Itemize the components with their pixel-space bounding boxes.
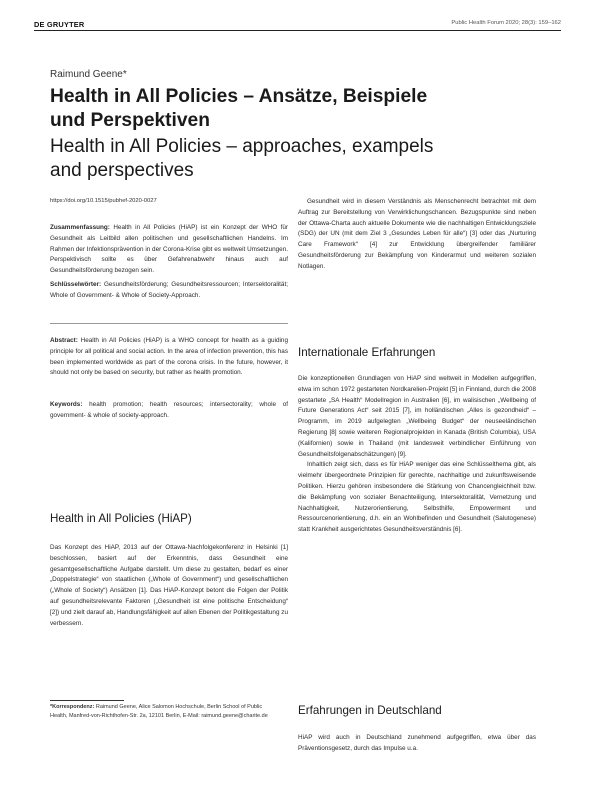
abstract-german [50, 223, 288, 277]
paragraph: Gesundheit wird in diesem Verständnis als Menschenrecht betrachtet mit dem Auftrag zur Bereitstellung von Verwirklichungschancen. Bezugspunkte sind neben der Ottawa-Charta auch aktuelle Dokumente wie die nachhaltigen Entwicklungsziele (SDG) der UN (mit dem Ziel 3 „Gesundes Leben für alle“) [3] oder das „Nurturing Care Framework“ [4] zur Entwicklung übergreifender familiärer Gesundheitsförderung zur Bekämpfung von Kinderarmut und weiteren sozialen Notlagen. [298, 198, 536, 270]
title-english [50, 135, 560, 183]
footnote-rule [50, 700, 124, 701]
keywords-german-text: Gesundheitsförderung; Gesundheitsressourcen; Intersektoralität; Whole of Government- & Whole of Society-Approach. [50, 281, 288, 299]
keywords-english-label: Keywords: [50, 401, 83, 408]
keywords-english-text: health promotion; health resources; intersectorality; whole of government- & whole of society-approach. [50, 401, 288, 419]
abstract-english [50, 336, 288, 379]
abstract-english-text: Health in All Policies (HiAP) is a WHO concept for health as a guiding principle for all political and social action. In the area of infection prevention, this has been implemented worldwide as part of the corona crisis. In the future, however, it should not only be based on security, but rather as health promotion. [50, 337, 288, 377]
keywords-english [50, 400, 288, 422]
title-german-line: und Perspektiven [50, 110, 210, 132]
footnote-label: *Korrespondenz: [50, 704, 95, 710]
section-germany-body [298, 733, 536, 755]
section-heading-germany: Erfahrungen in Deutschland [298, 704, 442, 717]
footnote [50, 703, 280, 722]
section-heading-hiap: Health in All Policies (HiAP) [50, 512, 192, 525]
abstract-divider [50, 323, 288, 324]
journal-citation: Public Health Forum 2020; 28(3): 159–162 [451, 20, 561, 26]
publisher-logo: DE GRUYTER [34, 20, 85, 29]
title-german-line: Health in All Policies – Ansätze, Beispiele [50, 86, 428, 107]
section-heading-international: Internationale Erfahrungen [298, 346, 436, 359]
section-international-body [298, 374, 536, 536]
doi-link[interactable]: https://doi.org/10.1515/pubhef-2020-0027 [50, 198, 157, 204]
abstract-german-label: Zusammenfassung: [50, 224, 110, 231]
title-english-line: Health in All Policies – approaches, exampels [50, 136, 434, 157]
keywords-german [50, 280, 288, 302]
section-hiap-body [50, 543, 288, 629]
title-english-line: and perspectives [50, 160, 194, 182]
title-german [50, 85, 560, 133]
paragraph: Das Konzept des HiAP, 2013 auf der Ottawa-Nachfolgekonferenz in Helsinki [1] beschlossen, basiert auf der Erkenntnis, dass Gesundheit eine gesamtgesellschaftliche Aufgabe darstellt. Um diese zu gestalten, bedarf es einer „Doppelstrategie“ von staatlichen („Whole of Government“) und gesellschaftlichen („Whole of Society“) Ansätzen [1]. Das HiAP-Konzept betont die Folgen der Politik auf gesundheitsrelevante Faktoren („Gesundheit ist eine politische Entscheidung“ [2]) und zielt darauf ab, Handlungsfähigkeit auf allen Ebenen der Politikgestaltung zu verbessern. [50, 544, 288, 627]
paragraph: Die konzeptionellen Grundlagen von HiAP sind weltweit in Modellen aufgegriffen, etwa im schon 1972 gestarteten Nordkarelien-Projekt [5] in Finnland, durch die 2008 gestartete „SA Health“ Modellregion in Australien [6], im walisischen „Wellbeing of Future Generations Act“ seit 2015 [7], im holländischen „Alles is gezondheid“ – Programm, im 2019 aufgelegten „Wellbeing Budget“ der neuseeländischen Regierung [8] sowie weiteren Regionalprojekten in Kanada (British Columbia), USA (Kalifornien) sowie in Thailand (mit landesweit verbindlicher Einführung von Gesundheitsfolgenabschätzungen) [9]. [298, 375, 536, 458]
abstract-english-label: Abstract: [50, 337, 78, 344]
intro-paragraph [298, 197, 536, 273]
abstract-german-text: Health in All Policies (HiAP) ist ein Konzept der WHO für Gesundheit als Leitbild allen politischen und gesellschaftlichen Handelns. Im Rahmen der Infektionsprävention in der Corona-Krise gibt es weltweit Umsetzungen. Perspektivisch sollte es über Gefahrenabwehr hinaus auch auf Gesundheitsförderung bezogen sein. [50, 224, 288, 275]
page-header [34, 20, 561, 36]
paragraph: HiAP wird auch in Deutschland zunehmend aufgegriffen, etwa über das Präventionsgesetz, durch das Impulse u.a. [298, 734, 536, 752]
author-name: Raimund Geene* [50, 69, 127, 80]
keywords-german-label: Schlüsselwörter: [50, 281, 102, 288]
paragraph: Inhaltlich zeigt sich, dass es für HiAP weniger das eine Schlüsselthema gibt, als vielmehr übergeordnete Prinzipien für gerechte, nachhaltige und zukunftsweisende Politiken. Hierzu gehören insbesondere die Stärkung von Chancengleichheit bzw. die Bekämpfung von sozialer Benachteiligung, Intersektoralität, Vernetzung und Nachhaltigkeit, Nutzerorientierung, Selbsthilfe, Empowerment und Ressourcenorientierung, d.h. ein an Wohlbefinden und Gesundheit (Salutogenese) statt Krankheit ausgerichtetes Gesundheitsverständnis [6]. [298, 461, 536, 534]
header-rule [34, 30, 561, 31]
footnote-text: Raimund Geene, Alice Salomon Hochschule, Berlin School of Public Health, Manfred-von-Richthofen-Str. 2a, 12101 Berlin, E-Mail: raimund.geene@charite.de [50, 704, 268, 720]
